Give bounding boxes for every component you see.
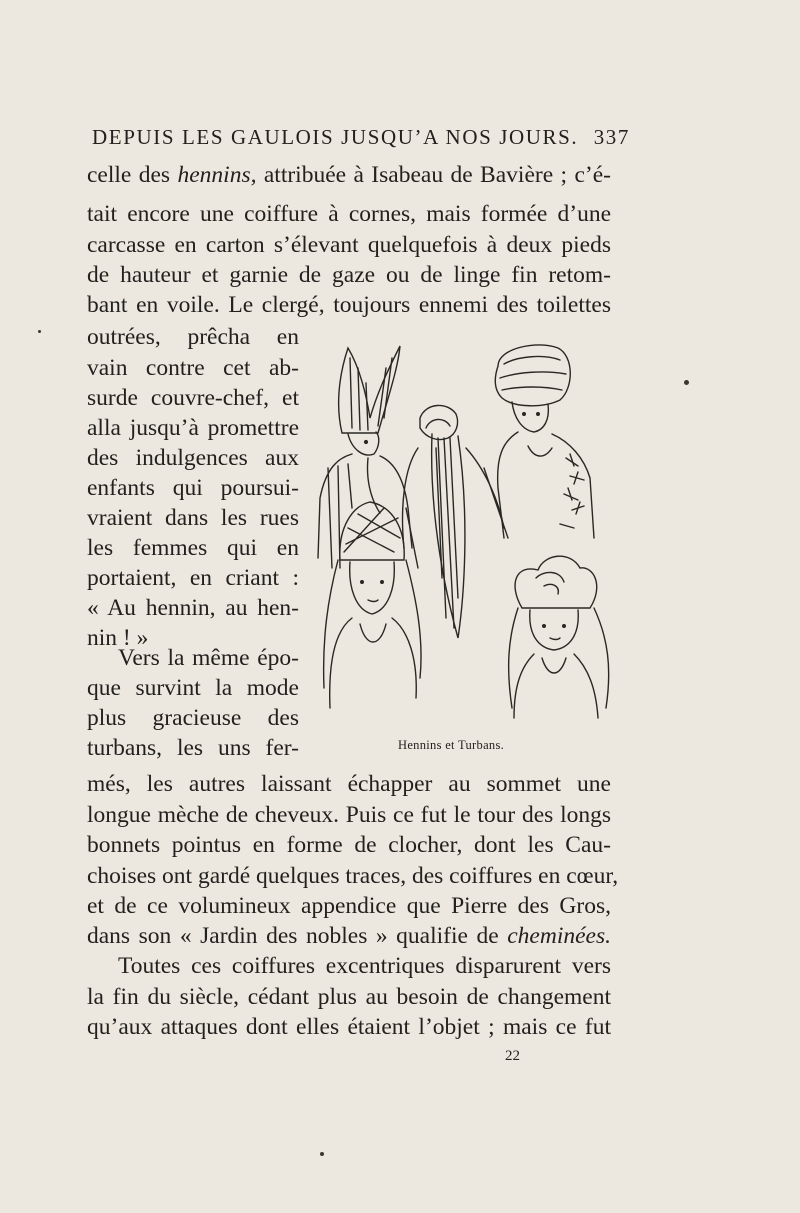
text-line: nin ! » (87, 625, 149, 651)
text-line: carcasse en carton s’élevant quelquefois à deux pieds (87, 232, 611, 258)
text-line: de hauteur et garnie de gaze ou de linge fin retom- (87, 262, 611, 288)
figure-conical-hennin (324, 502, 421, 708)
text-line: choises ont gardé quelques traces, des coiffures en cœur, (87, 863, 619, 889)
text-line: dans son « Jardin des nobles » qualifie de cheminées. (87, 923, 611, 949)
text-line: enfants qui poursui- (87, 475, 299, 501)
text-line: bant en voile. Le clergé, toujours ennemi des toilettes (87, 292, 611, 318)
text-line: qu’aux attaques dont elles étaient l’objet ; mais ce fut (87, 1014, 611, 1040)
running-head-title: DEPUIS LES GAULOIS JUSQU’A NOS JOURS. (92, 125, 579, 149)
text-line: Toutes ces coiffures excentriques disparurent vers (118, 953, 611, 979)
text-line: turbans, les uns fer- (87, 735, 299, 761)
text-line: Vers la même épo- (118, 645, 299, 671)
text-line: longue mèche de cheveux. Puis ce fut le tour des longs (87, 802, 611, 828)
page-number: 337 (593, 125, 630, 149)
figure-long-hair (403, 405, 508, 638)
text-line: tait encore une coiffure à cornes, mais formée d’une (87, 201, 611, 227)
text-line: la fin du siècle, cédant plus au besoin de changement (87, 984, 611, 1010)
figure-caption: Hennins et Turbans. (398, 738, 505, 752)
paper-speck (320, 1152, 324, 1156)
text-line: celle des hennins, attribuée à Isabeau de Bavière ; c’é- (87, 162, 611, 188)
hennins-turbans-illustration (308, 338, 618, 738)
text-line: les femmes qui en (87, 535, 299, 561)
text-line: vraient dans les rues (87, 505, 299, 531)
text-line: des indulgences aux (87, 445, 299, 471)
text-line: portaient, en criant : (87, 565, 299, 591)
text-line: et de ce volumineux appendice que Pierre des Gros, (87, 893, 611, 919)
text-line: « Au hennin, au hen- (87, 595, 299, 621)
text-line: vain contre cet ab- (87, 355, 299, 381)
paper-speck (684, 380, 689, 385)
text-line: que survint la mode (87, 675, 299, 701)
text-line: alla jusqu’à promettre (87, 415, 299, 441)
text-line: bonnets pointus en forme de clocher, dont les Cau- (87, 832, 611, 858)
paper-speck (38, 330, 41, 333)
text-line: surde couvre-chef, et (87, 385, 299, 411)
text-line: outrées, prêcha en (87, 324, 299, 350)
signature-mark: 22 (505, 1048, 520, 1064)
figure-heart-coiffure (509, 556, 609, 718)
text-line: més, les autres laissant échapper au sommet une (87, 771, 611, 797)
figure-turban (495, 345, 594, 538)
text-line: plus gracieuse des (87, 705, 299, 731)
